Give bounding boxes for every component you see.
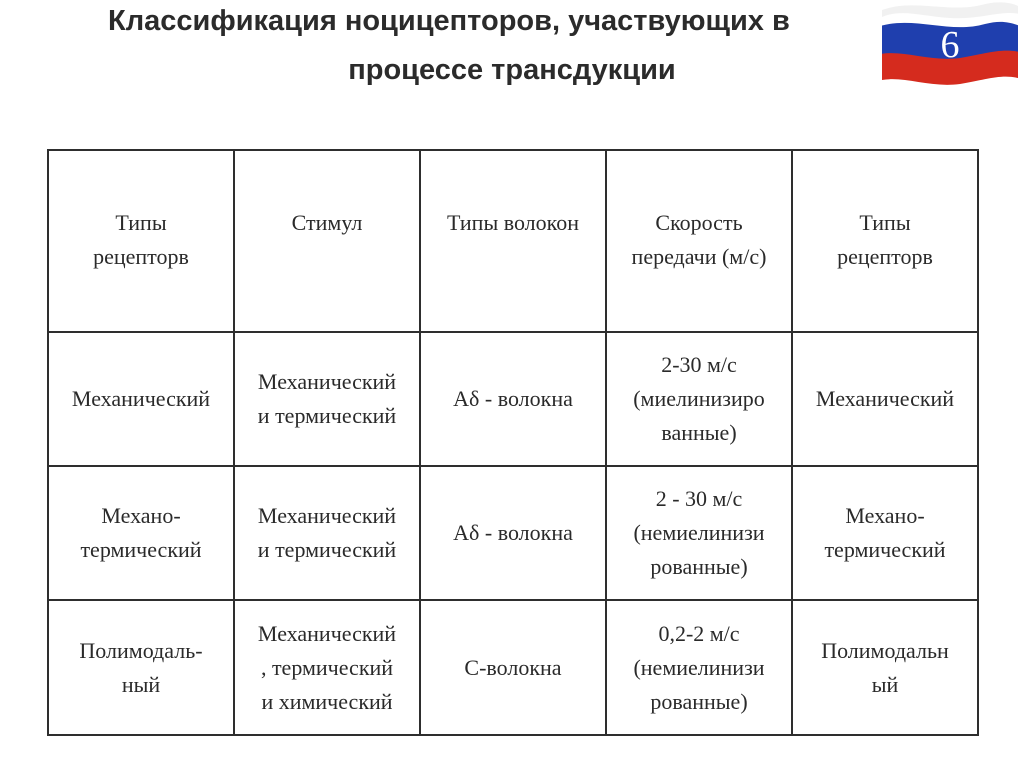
table-cell: Механический xyxy=(48,332,234,466)
table-cell: 0,2-2 м/с (немиелинизи рованные) xyxy=(606,600,792,735)
table-cell: Механо- термический xyxy=(48,466,234,600)
header-receptor-types-2: Типы рецепторв xyxy=(792,150,978,332)
table-cell: Аδ - волокна xyxy=(420,466,606,600)
table-cell: 2-30 м/с (миелинизиро ванные) xyxy=(606,332,792,466)
slide-title-line1: Классификация ноцицепторов, участвующих в xyxy=(108,5,790,37)
table-row xyxy=(48,600,978,735)
table-header-row xyxy=(48,150,978,332)
header-fiber-types: Типы волокон xyxy=(420,150,606,332)
header-conduction-speed: Скорость передачи (м/с) xyxy=(606,150,792,332)
table-cell: Механический , термический и химический xyxy=(234,600,420,735)
slide-title-line2: процессе трансдукции xyxy=(348,54,676,86)
header-stimulus: Стимул xyxy=(234,150,420,332)
table-cell: 2 - 30 м/с (немиелинизи рованные) xyxy=(606,466,792,600)
table-cell: Полимодальн ый xyxy=(792,600,978,735)
table-cell: Механический и термический xyxy=(234,332,420,466)
table-cell: Механический и термический xyxy=(234,466,420,600)
table-cell: Аδ - волокна xyxy=(420,332,606,466)
table-cell: С-волокна xyxy=(420,600,606,735)
table-cell: Механический xyxy=(792,332,978,466)
table-row xyxy=(48,332,978,466)
table-cell: Механо- термический xyxy=(792,466,978,600)
nociceptor-classification-table xyxy=(47,149,979,736)
header-receptor-types: Типы рецепторв xyxy=(48,150,234,332)
table-cell: Полимодаль- ный xyxy=(48,600,234,735)
table-row xyxy=(48,466,978,600)
slide-number: 6 xyxy=(940,24,960,66)
slide-number-badge xyxy=(880,0,1020,86)
